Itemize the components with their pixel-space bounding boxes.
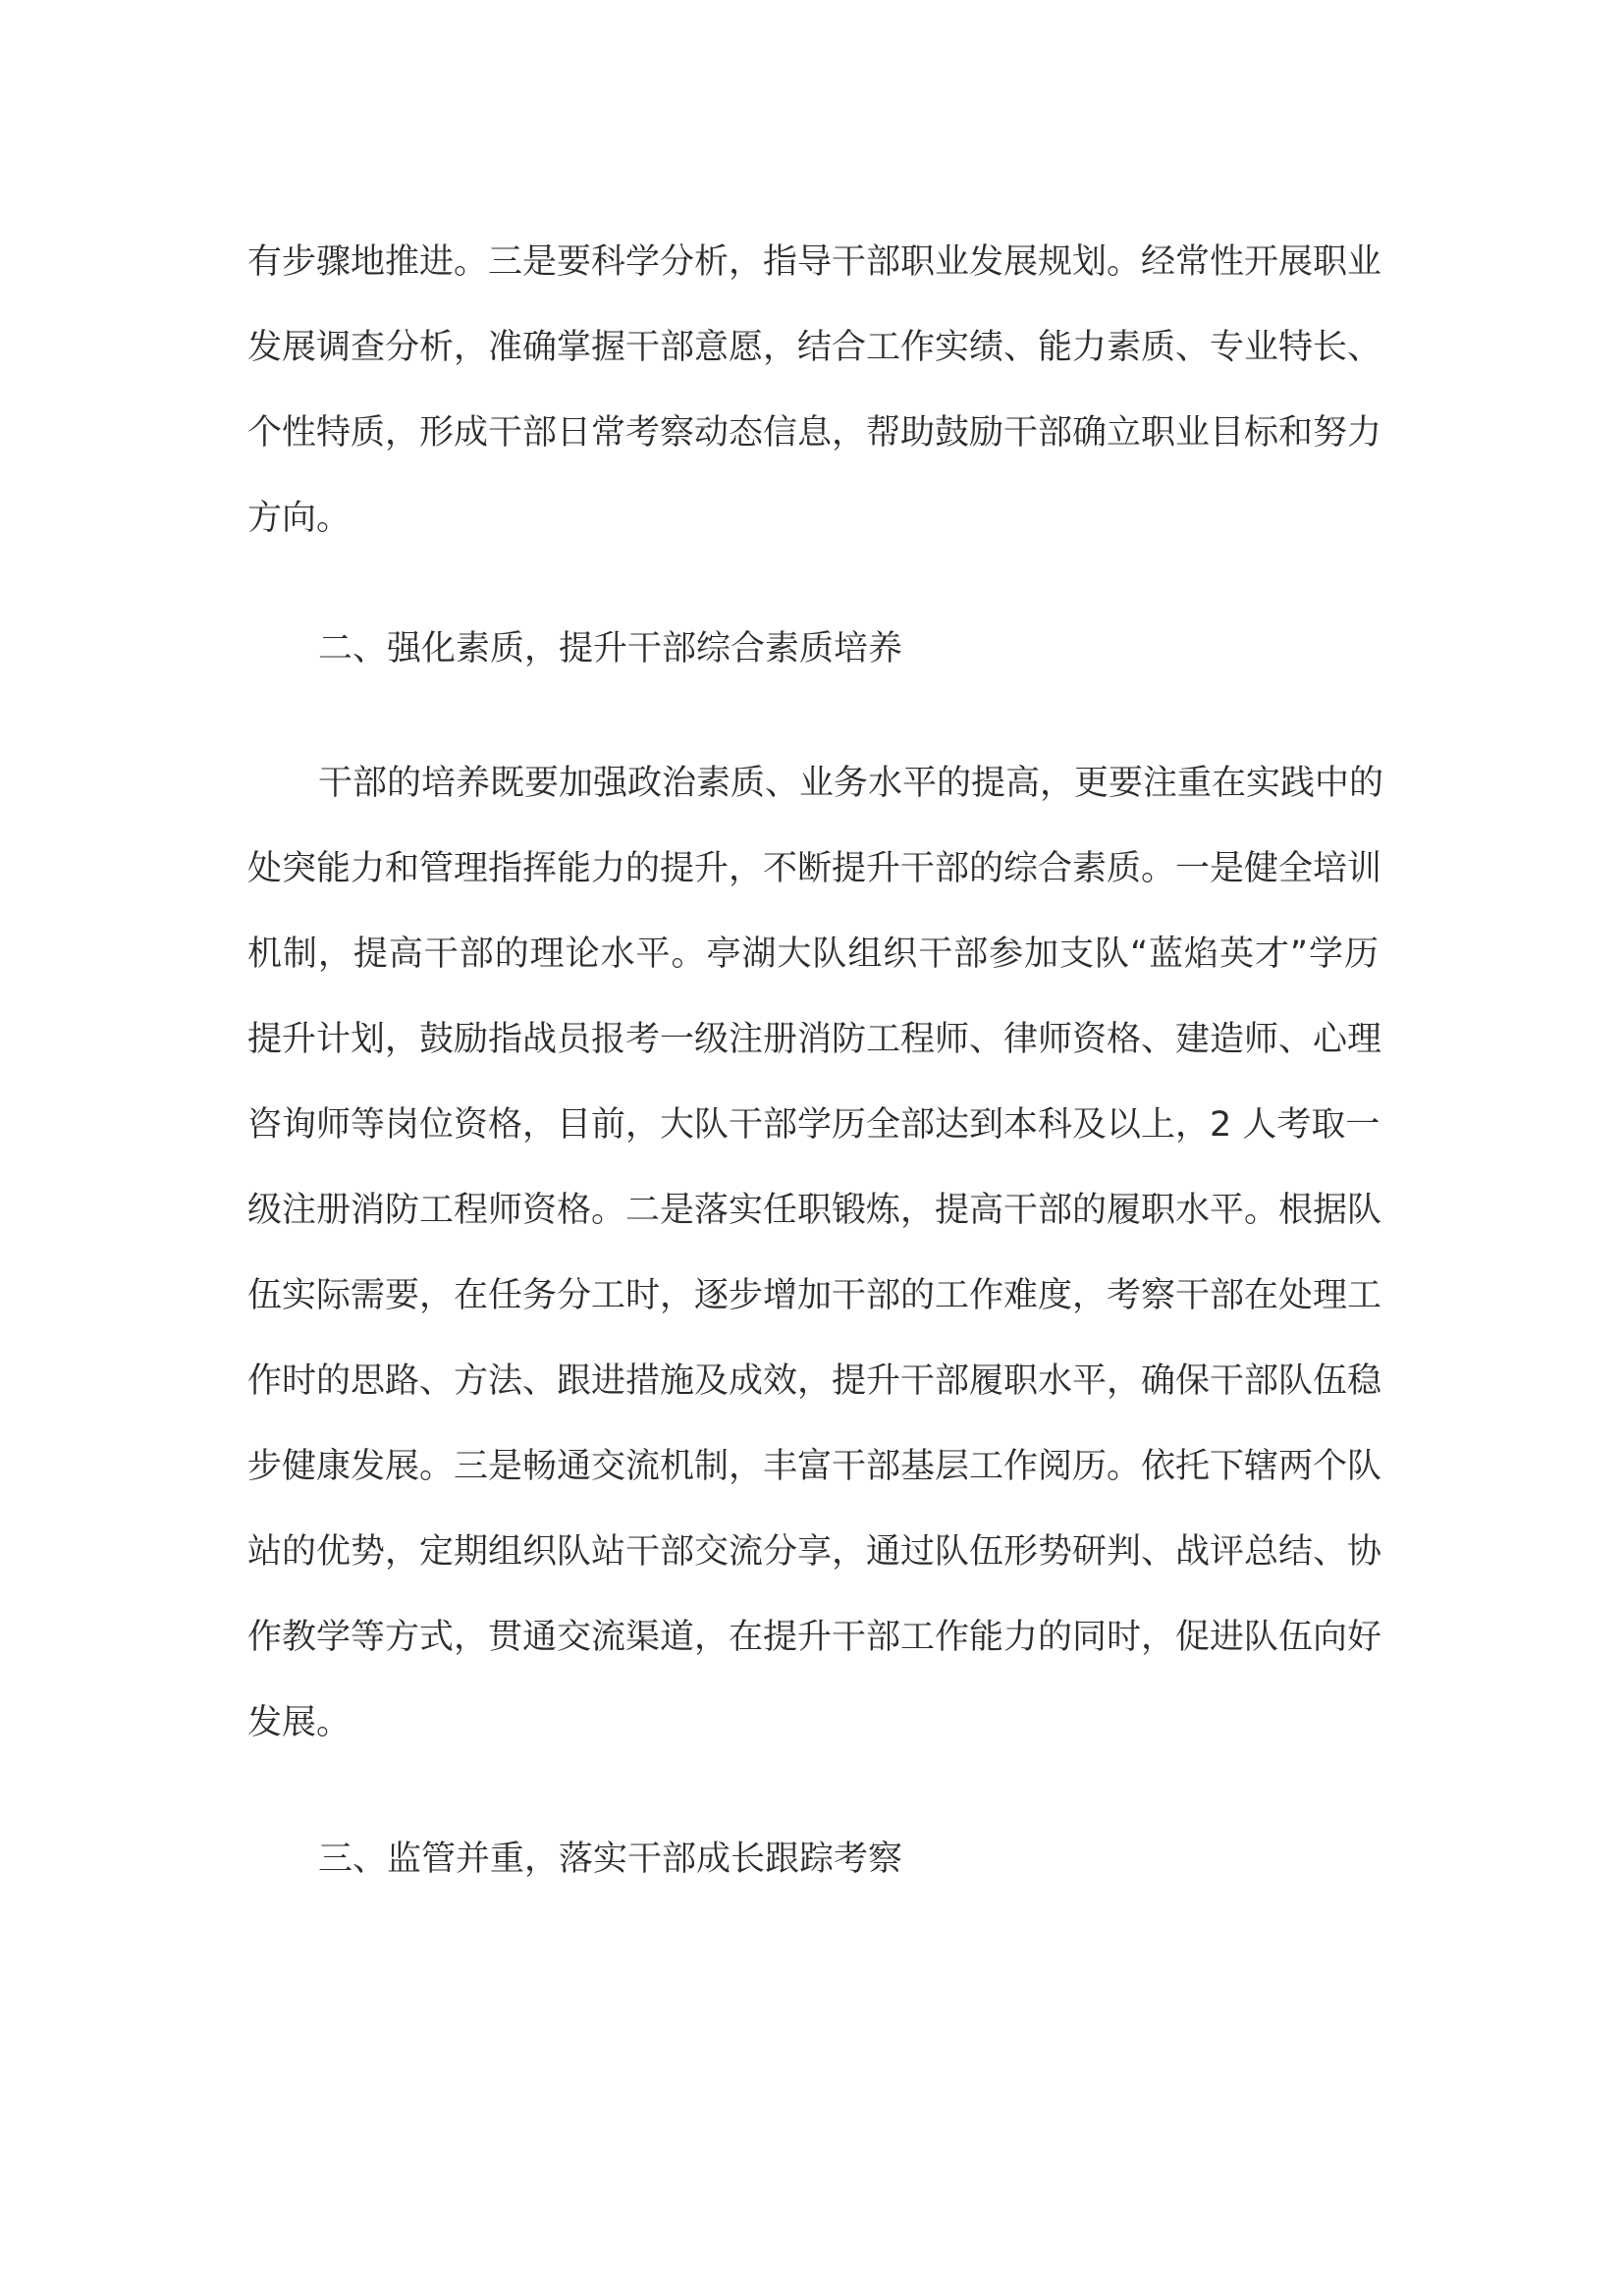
paragraph-line: 发展。 (247, 1703, 352, 1742)
section-heading-3 (247, 1817, 1379, 1902)
paragraph-section-2 (247, 741, 1384, 1766)
paragraph-continuation (247, 220, 1382, 561)
paragraph-line: 作时的思路、方法、跟进措施及成效，提升干部履职水平，确保干部队伍稳 (247, 1362, 1382, 1401)
paragraph-line: 有步骤地推进。三是要科学分析，指导干部职业发展规划。经常性开展职业 (247, 242, 1382, 282)
paragraph-line: 站的优势，定期组织队站干部交流分享，通过队伍形势研判、战评总结、协 (247, 1532, 1382, 1572)
paragraph-line: 步健康发展。三是畅通交流机制，丰富干部基层工作阅历。依托下辖两个队 (247, 1447, 1382, 1486)
paragraph-line: 干部的培养既要加强政治素质、业务水平的提高，更要注重在实践中的 (318, 764, 1384, 803)
paragraph-line: 伍实际需要，在任务分工时，逐步增加干部的工作难度，考察干部在处理工 (247, 1276, 1382, 1315)
paragraph-line: 级注册消防工程师资格。二是落实任职锻炼，提高干部的履职水平。根据队 (247, 1191, 1382, 1230)
section-heading-text: 三、监管并重，落实干部成长跟踪考察 (318, 1840, 903, 1879)
section-heading-2 (247, 607, 1379, 692)
section-heading-text: 二、强化素质，提升干部综合素质培养 (318, 629, 903, 668)
paragraph-line: 机制，提高干部的理论水平。亭湖大队组织干部参加支队“蓝焰英才”学历 (247, 934, 1379, 974)
paragraph-line: 发展调查分析，准确掌握干部意愿，结合工作实绩、能力素质、专业特长、 (247, 328, 1382, 367)
paragraph-line: 咨询师等岗位资格，目前，大队干部学历全部达到本科及以上，2 人考取一 (247, 1105, 1380, 1145)
paragraph-line: 作教学等方式，贯通交流渠道，在提升干部工作能力的同时，促进队伍向好 (247, 1618, 1382, 1657)
paragraph-line: 方向。 (247, 499, 352, 538)
paragraph-line: 个性特质，形成干部日常考察动态信息，帮助鼓励干部确立职业目标和努力 (247, 413, 1382, 453)
paragraph-line: 处突能力和管理指挥能力的提升，不断提升干部的综合素质。一是健全培训 (247, 849, 1382, 888)
paragraph-line: 提升计划，鼓励指战员报考一级注册消防工程师、律师资格、建造师、心理 (247, 1020, 1382, 1059)
